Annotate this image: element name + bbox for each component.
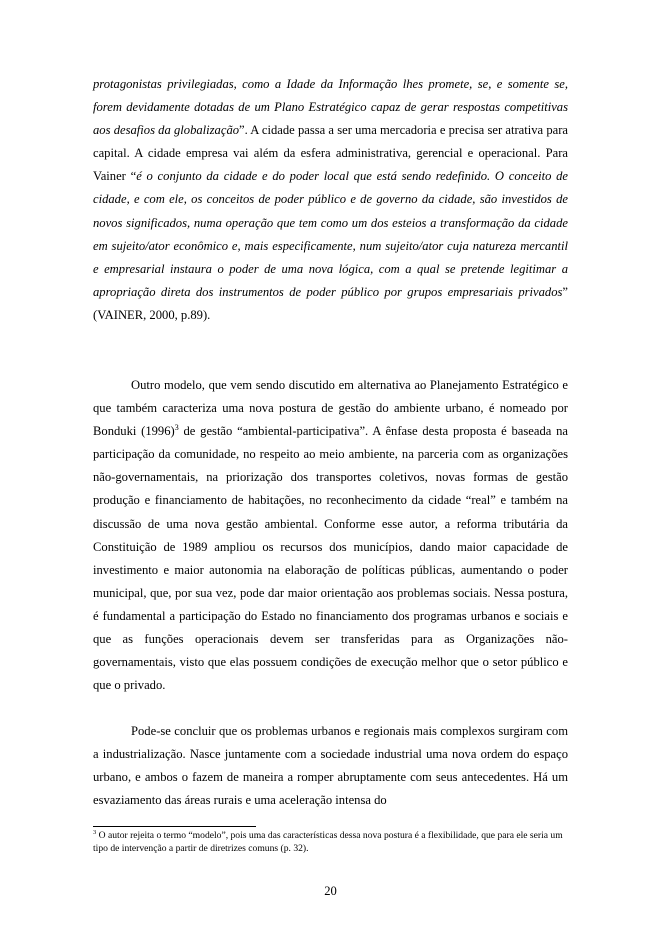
footnote-reference: 3 <box>174 423 179 432</box>
vainer-citation: ” (VAINER, 2000, p.89). <box>93 284 568 322</box>
footnote-separator <box>93 826 256 827</box>
paragraph-2-text-start: Outro modelo, que vem sendo discutido em alternativa ao Planejamento Estratégico e que também caracteriza uma nova postura de gestão do ambiente urbano, é nomeado por Bonduki (1996) <box>93 378 568 439</box>
footnote-text: O autor rejeita o termo “modelo”, pois uma das características dessa nova postura é a flexibilidade, que para ele seria um tipo de intervenção a partir de diretrizes comuns (p. 32). <box>93 830 563 854</box>
footnote-marker: 3 <box>93 828 97 836</box>
page-number: 20 <box>324 884 337 898</box>
paragraph-1-quote-end: protagonistas privilegiadas, como a Idade da Informação lhes promete, se, e somente se, forem devidamente dotadas de um Plano Estratégico capaz de gerar respostas competitivas aos desafios da globalização <box>93 77 568 138</box>
paragraph-1 <box>93 73 568 327</box>
paragraph-1-text: ”. A cidade passa a ser uma mercadoria e precisa ser atrativa para capital. A cidade empresa vai além da esfera administrativa, gerencial e operacional. Para Vainer “ <box>93 123 568 184</box>
footnote <box>93 829 568 855</box>
vainer-quote: é o conjunto da cidade e do poder local que está sendo redefinido. O conceito de cidade, e com ele, os conceitos de poder público e de governo da cidade, são investidos de novos significados, numa operação que tem como um dos esteios a transformação da cidade em sujeito/ator econômico e, mais especificamente, num sujeito/ator cuja natureza mercantil e empresarial instaura o poder de uma nova lógica, com a qual se pretende legitimar a apropriação direta dos instrumentos de poder público por grupos empresariais privados <box>93 169 569 299</box>
paragraph-2-text-end: de gestão “ambiental-participativa”. A ênfase desta proposta é baseada na participação da comunidade, no respeito ao meio ambiente, na parceria com as organizações não-governamentais, na priorização dos transportes coletivos, novas formas de gestão produção e financiamento de habitações, no reconhecimento da cidade “real” e também na discussão de uma nova gestão ambiental. Conforme esse autor, a reforma tributária da Constituição de 1989 ampliou os recursos dos municípios, dando maior capacidade de investimento e maior autonomia na elaboração de políticas públicas, aumentando o poder municipal, que, por sua vez, pode dar maior orientação aos problemas sociais. Nessa postura, é fundamental a participação do Estado no financiamento dos programas urbanos e sociais e que as funções operacionais devem ser transferidas para as Organizações não-governamentais, visto que elas possuem condições de execução melhor que o setor público e que o privado. <box>93 424 569 693</box>
paragraph-3: Pode-se concluir que os problemas urbanos e regionais mais complexos surgiram com a industrialização. Nasce juntamente com a sociedade industrial uma nova ordem do espaço urbano, e ambos o fazem de maneira a romper abruptamente com seus antecedentes. Há um esvaziamento das áreas rurais e uma aceleração intensa do <box>93 724 568 808</box>
paragraph-2 <box>93 374 568 697</box>
